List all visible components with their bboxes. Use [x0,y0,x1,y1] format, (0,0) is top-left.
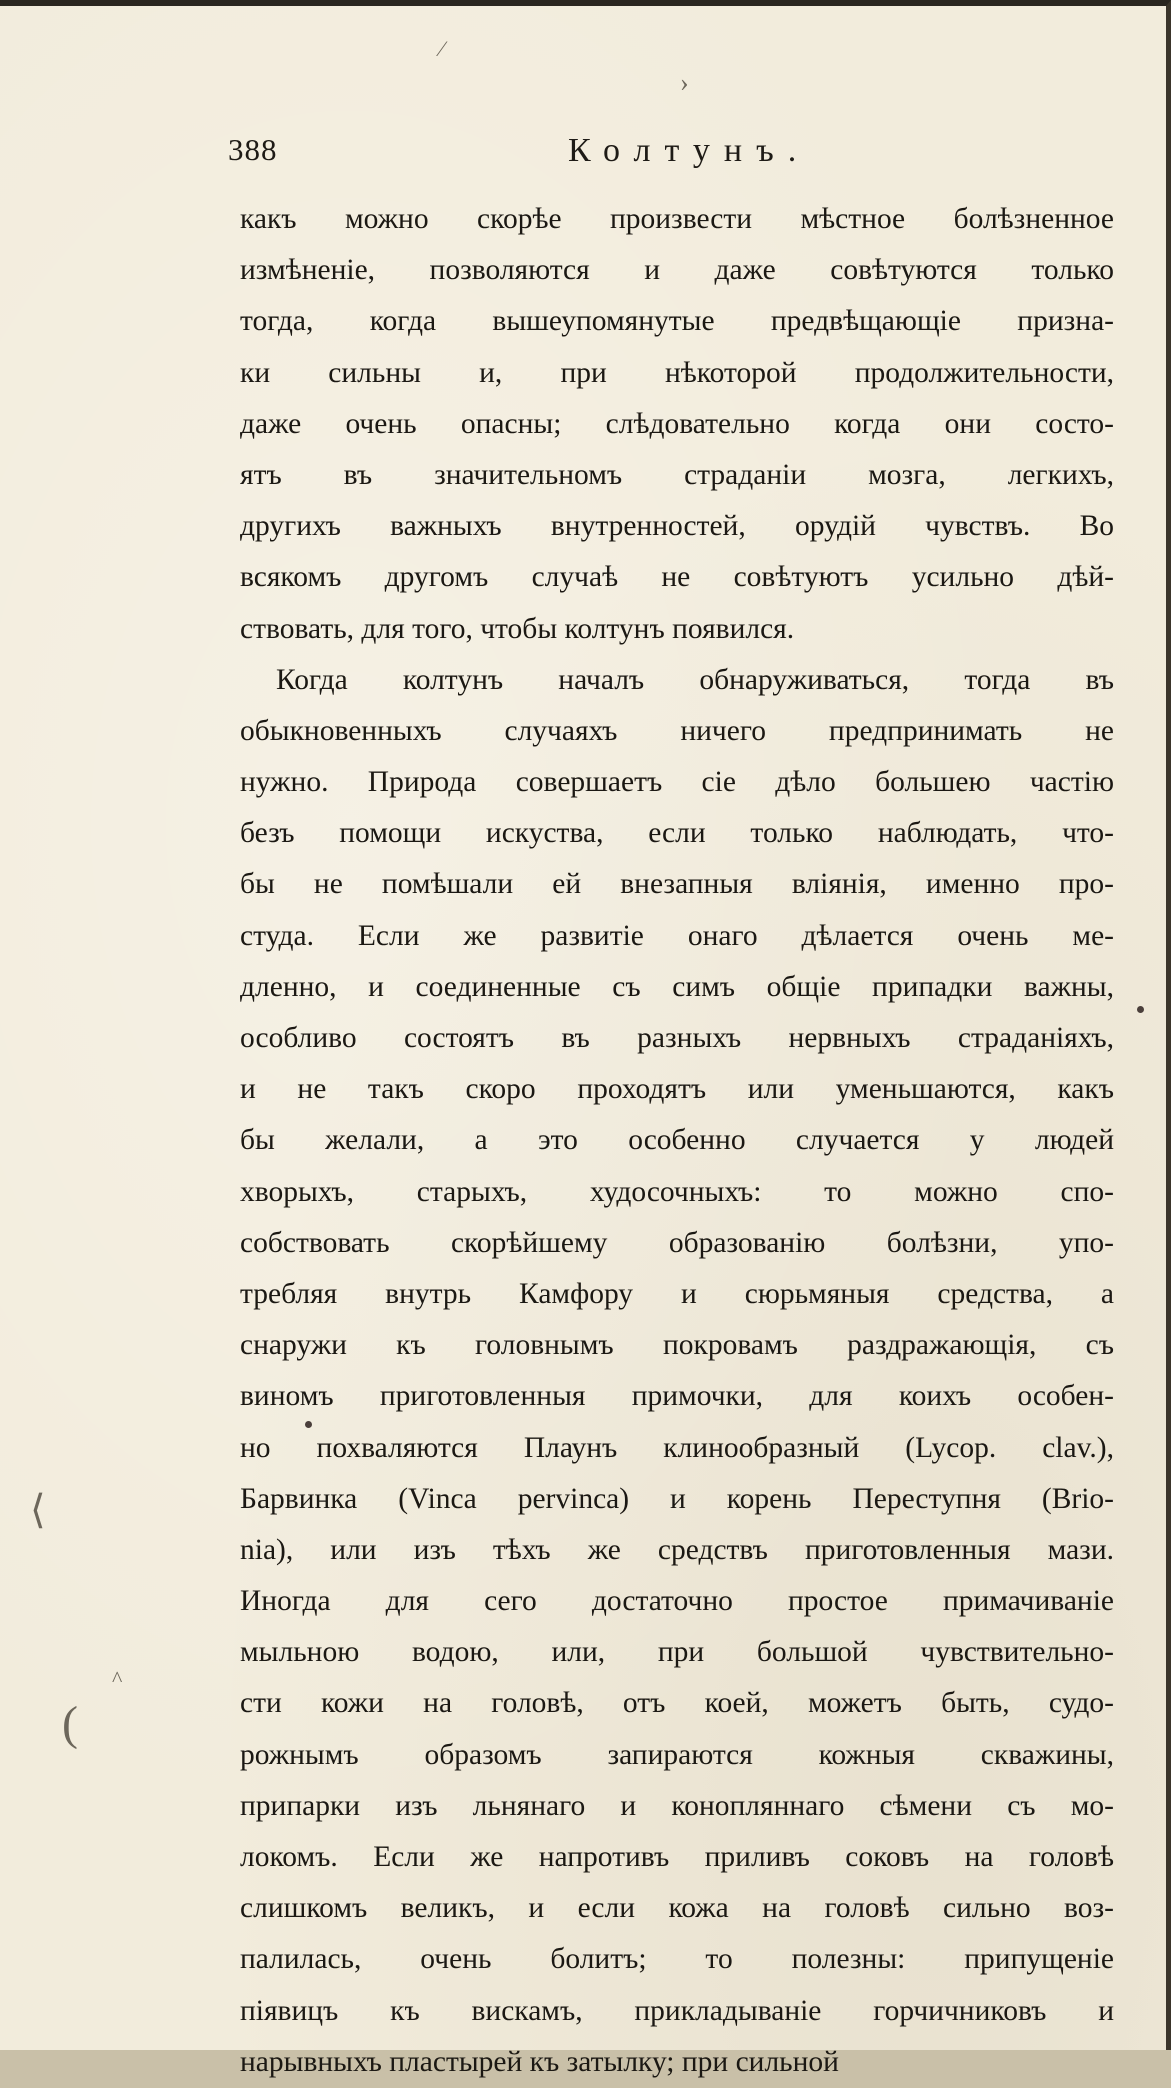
text-line: собствовать скорѣйшему образованію болѣзни, упо- [240,1226,1114,1259]
page-number: 388 [228,132,278,167]
text-line: требляя внутрь Камфору и сюрьмяныя средства, а [240,1277,1114,1310]
running-head: Колтунъ. [568,132,811,169]
text-line: Иногда для сего достаточно простое примачиваніе [240,1585,1114,1618]
text-line: какъ можно скорѣе произвести мѣстное болѣзненное [240,203,1114,235]
text-line: другихъ важныхъ внутренностей, орудій чувствъ. Во [240,510,1114,543]
text-line: сти кожи на головѣ, отъ коей, можетъ быть, судо- [240,1687,1114,1720]
text-line: припарки изъ льнянаго и конопляннаго сѣмени съ мо- [240,1789,1114,1822]
text-line: локомъ. Если же напротивъ приливъ соковъ на головѣ [240,1841,1114,1873]
stray-mark: ^ [112,1666,123,1691]
text-line: студа. Если же развитіе онаго дѣлается очень ме- [240,919,1114,952]
text-line: ки сильны и, при нѣкоторой продолжительности, [240,356,1114,389]
paragraph-start-line: Когда колтунъ началъ обнаруживаться, тогда въ [276,663,1114,696]
text-line: дленно, и соединенные съ симъ общіе припадки важны, [240,970,1114,1003]
text-line: снаружи къ головнымъ покровамъ раздражающія, съ [240,1329,1114,1362]
text-line: тогда, когда вышеупомянутые предвѣщающіе призна- [240,305,1114,338]
text-line: безъ помощи искуства, если только наблюдать, что- [240,817,1114,850]
text-line: ятъ въ значительномъ страданіи мозга, легкихъ, [240,458,1114,491]
text-line: мыльною водою, или, при большой чувствительно- [240,1636,1114,1669]
text-line: рожнымъ образомъ запираются кожныя скважины, [240,1738,1114,1771]
ink-speck [305,1421,312,1428]
page-header [228,132,1108,184]
text-line: слишкомъ великъ, и если кожа на головѣ сильно воз- [240,1892,1114,1925]
text-line: особливо состоятъ въ разныхъ нервныхъ страданіяхъ, [240,1022,1114,1054]
text-line: бы желали, а это особенно случается у людей [240,1124,1114,1157]
text-line: хворыхъ, старыхъ, худосочныхъ: то можно спо- [240,1175,1114,1208]
text-line: нужно. Природа совершаетъ сіе дѣло большею частію [240,766,1114,799]
stray-mark: › [680,68,689,97]
text-line: Барвинка (Vinca pervinca) и корень Переступня (Brio- [240,1482,1114,1515]
text-line: бы не помѣшали ей внезапныя вліянія, именно про- [240,868,1114,901]
text-line: измѣненіе, позволяются и даже совѣтуются только [240,254,1114,287]
stray-mark: ( [62,1697,78,1750]
stray-mark: ⁄ [440,36,444,61]
text-line: но похваляются Плаунъ клинообразный (Lycop. clav.), [240,1431,1114,1464]
stray-mark: ⟨ [30,1487,46,1532]
text-line: обыкновенныхъ случаяхъ ничего предпринимать не [240,714,1114,747]
text-line: ствовать, для того, чтобы колтунъ появился. [240,612,795,645]
text-line: даже очень опасны; слѣдовательно когда они состо- [240,407,1114,440]
text-line: палилась, очень болитъ; то полезны: припущеніе [240,1943,1114,1976]
text-line: нарывныхъ пластырей къ затылку; при сильной [240,2045,839,2078]
text-line: nia), или изъ тѣхъ же средствъ приготовленныя мази. [240,1533,1114,1566]
text-line: и не такъ скоро проходятъ или уменьшаются, какъ [240,1073,1114,1106]
body-text [240,194,1114,2088]
text-line: всякомъ другомъ случаѣ не совѣтуютъ усильно дѣй- [240,561,1114,594]
ink-speck [1137,1006,1144,1013]
text-line: піявицъ къ вискамъ, прикладываніе горчичниковъ и [240,1994,1114,2027]
text-line: виномъ приготовленныя примочки, для коихъ особен- [240,1380,1114,1413]
